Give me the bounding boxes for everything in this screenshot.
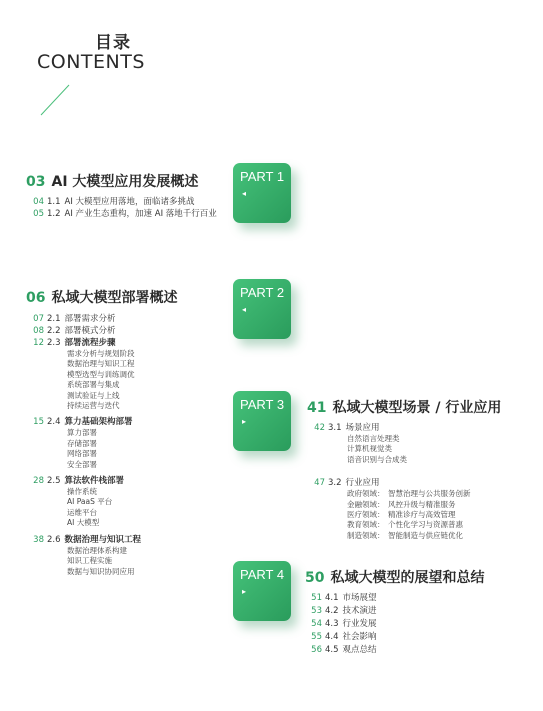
toc-item[interactable]: 42 3.1 场景应用 [314,423,380,433]
part-1-badge [233,163,291,223]
part-2-badge [233,279,291,339]
toc-item[interactable]: 56 4.5 观点总结 [311,645,377,655]
toc-subitem[interactable]: 语音识别与合成类 [347,454,407,464]
toc-subitem[interactable]: 需求分析与规划阶段 [67,349,135,358]
toc-item[interactable]: 55 4.4 社会影响 [311,632,377,642]
toc-subitem[interactable]: 数据治理体系构建 [67,545,127,555]
toc-subitem[interactable]: 算力部署 [67,428,97,438]
toc-subitem[interactable]: AI 大模型 [67,518,100,528]
industry-row[interactable]: 金融领域： 风控升级与精准服务 [347,499,456,509]
section-page-number: 06 [26,290,46,306]
section-4-list [290,592,377,657]
toc-item[interactable]: 28 2.5 算法软件栈部署 [33,476,125,487]
toc-item[interactable]: 08 2.2 部署模式分析 [33,326,116,336]
arrow-right-icon: ▸ [242,417,247,426]
decorative-line [40,84,70,116]
toc-item[interactable]: 47 3.2 行业应用 [314,478,380,489]
section-1-title[interactable] [26,171,198,191]
part-3-badge [233,391,291,451]
toc-item[interactable]: 07 2.1 部署需求分析 [33,314,116,324]
toc-sublist [307,489,471,541]
toc-subitem[interactable]: 数据治理与知识工程 [67,359,135,369]
toc-item[interactable]: 53 4.2 技术演进 [311,606,377,616]
page-title: 目录 [95,33,131,53]
section-page-number: 50 [305,570,325,586]
toc-subitem[interactable]: 模型选型与训练调优 [67,369,135,379]
industry-row[interactable]: 政府领域： 智慧治理与公共服务创新 [347,489,471,499]
part-4-label: PART 4 [240,567,285,582]
toc-subitem[interactable]: 网络部署 [67,449,97,459]
toc-subitem[interactable]: 运维平台 [67,507,97,517]
part-1-label: PART 1 [240,169,285,184]
page-subtitle: CONTENTS [37,51,145,73]
part-3-label: PART 3 [240,397,285,412]
toc-subitem[interactable]: 知识工程实施 [67,556,112,566]
toc-subitem[interactable]: 测试验证与上线 [67,390,120,400]
toc-item[interactable]: 04 1.1 AI 大模型应用落地，面临诸多挑战 [33,197,195,207]
section-title-text: AI 大模型应用发展概述 [51,174,199,190]
toc-sublist [26,546,141,577]
section-3-list [307,422,471,541]
toc-sublist [26,487,141,529]
toc-subitem[interactable]: 自然语言处理类 [347,434,400,443]
toc-subitem[interactable]: AI PaaS 平台 [67,497,113,507]
toc-sublist [307,434,471,465]
section-title-text: 私域大模型的展望和总结 [330,570,485,586]
section-2-list [26,313,141,577]
toc-item[interactable]: 38 2.6 数据治理与知识工程 [33,534,142,545]
section-title-text: 私域大模型部署概述 [51,290,178,306]
toc-subitem[interactable]: 安全部署 [67,459,97,469]
section-3-title[interactable] [307,397,501,417]
part-2-label: PART 2 [240,285,285,300]
toc-item[interactable]: 05 1.2 AI 产业生态重构，加速 AI 落地千行百业 [33,209,217,219]
toc-subitem[interactable]: 持续运营与迭代 [67,401,120,411]
toc-item[interactable]: 51 4.1 市场展望 [311,593,377,603]
industry-row[interactable]: 教育领域： 个性化学习与资源普惠 [347,520,463,530]
section-1-list [26,196,217,220]
arrow-left-icon: ◂ [242,189,247,198]
section-title-text: 私域大模型场景 / 行业应用 [332,400,502,416]
section-2-title[interactable] [26,287,177,307]
toc-subitem[interactable]: 操作系统 [67,487,97,497]
industry-row[interactable]: 医疗领域： 精准诊疗与高效管理 [347,510,456,520]
toc-item[interactable]: 12 2.3 部署流程步骤 [33,338,116,348]
toc-item[interactable]: 54 4.3 行业发展 [311,619,377,629]
toc-subitem[interactable]: 系统部署与集成 [67,380,120,390]
toc-subitem[interactable]: 数据与知识协同应用 [67,566,135,576]
section-page-number: 41 [307,400,327,416]
toc-sublist [26,349,141,411]
toc-item[interactable]: 15 2.4 算力基础架构部署 [33,417,133,428]
toc-subitem[interactable]: 存储部署 [67,438,97,448]
arrow-right-icon: ▸ [242,587,247,596]
toc-subitem[interactable]: 计算机视觉类 [347,444,392,454]
toc-sublist [26,428,141,470]
part-4-badge [233,561,291,621]
industry-row[interactable]: 制造领域： 智能制造与供应链优化 [347,530,463,540]
arrow-left-icon: ◂ [242,305,247,314]
section-4-title[interactable] [305,567,484,587]
section-page-number: 03 [26,174,46,190]
